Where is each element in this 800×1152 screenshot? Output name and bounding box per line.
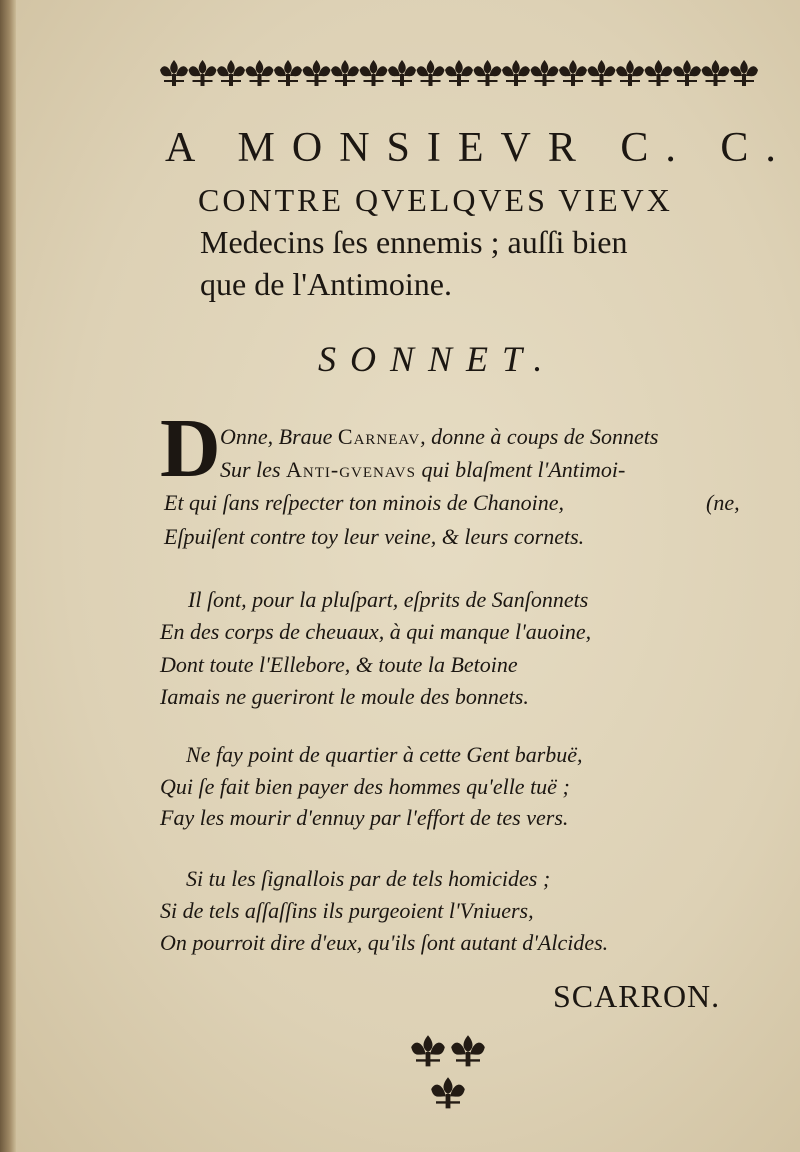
fleuron-icon <box>411 1035 445 1066</box>
author-signature: SCARRON. <box>553 978 721 1014</box>
fleuron-icon <box>502 60 530 86</box>
verse-line: Ne fay point de quartier à cette Gent barbuë, <box>186 742 583 767</box>
fleuron-border-icon <box>158 48 758 100</box>
fleuron-icon <box>474 60 502 86</box>
fleuron-icon <box>559 60 587 86</box>
fleuron-icon <box>531 60 559 86</box>
fleuron-icon <box>673 60 701 86</box>
verse-line: Sur les Anti-gvenavs qui blaſment l'Antimoi- <box>220 457 626 482</box>
verse-line: Onne, Braue Carneav, donne à coups de Sonnets <box>220 424 659 449</box>
fleuron-icon <box>217 60 245 86</box>
verse-line: En des corps de cheuaux, à qui manque l'auoine, <box>160 619 592 644</box>
verse-carry-over: (ne, <box>706 490 740 515</box>
fleuron-icon <box>360 60 388 86</box>
verse-line: On pourroit dire d'eux, qu'ils ſont autant d'Alcides. <box>160 930 609 955</box>
fleuron-icon <box>417 60 445 86</box>
book-binding-edge <box>0 0 16 1152</box>
fleuron-icon <box>274 60 302 86</box>
verse-line: Si de tels aſſaſſins ils purgeoient l'Vniuers, <box>160 898 534 923</box>
fleuron-icon <box>303 60 331 86</box>
sonnet-title: SONNET. <box>318 339 557 379</box>
heading-line-3: Medecins ſes ennemis ; auſſi bien <box>200 224 628 260</box>
verse-line: Il ſont, pour la pluſpart, eſprits de Sanſonnets <box>188 587 589 612</box>
verse-line: Qui ſe fait bien payer des hommes qu'elle tuë ; <box>160 774 570 799</box>
fleuron-icon <box>616 60 644 86</box>
fleuron-icon <box>246 60 274 86</box>
verse-line: Dont toute l'Ellebore, & toute la Betoine <box>160 652 518 677</box>
fleuron-icon <box>160 60 188 86</box>
fleuron-icon <box>451 1035 485 1066</box>
verse-line: Eſpuiſent contre toy leur veine, & leurs cornets. <box>164 524 585 549</box>
drop-cap: D <box>160 402 221 495</box>
heading-line-2: CONTRE QVELQVES VIEVX <box>198 182 673 218</box>
fleuron-icon <box>431 1077 465 1108</box>
verse-line: Fay les mourir d'ennuy par l'effort de tes vers. <box>160 805 569 830</box>
fleuron-icon <box>645 60 673 86</box>
verse-line: Iamais ne gueriront le moule des bonnets. <box>160 684 529 709</box>
fleuron-icon <box>445 60 473 86</box>
fleuron-icon <box>588 60 616 86</box>
heading-line-1: A MONSIEVR C. C. <box>165 125 793 171</box>
heading-line-4: que de l'Antimoine. <box>200 266 452 302</box>
verse-line: Et qui ſans reſpecter ton minois de Chanoine, <box>164 490 565 515</box>
fleuron-tailpiece-icon <box>400 1022 496 1122</box>
fleuron-icon <box>331 60 359 86</box>
fleuron-icon <box>189 60 217 86</box>
fleuron-icon <box>702 60 730 86</box>
verse-line: Si tu les ſignallois par de tels homicides ; <box>186 866 551 891</box>
fleuron-icon <box>730 60 758 86</box>
fleuron-icon <box>388 60 416 86</box>
